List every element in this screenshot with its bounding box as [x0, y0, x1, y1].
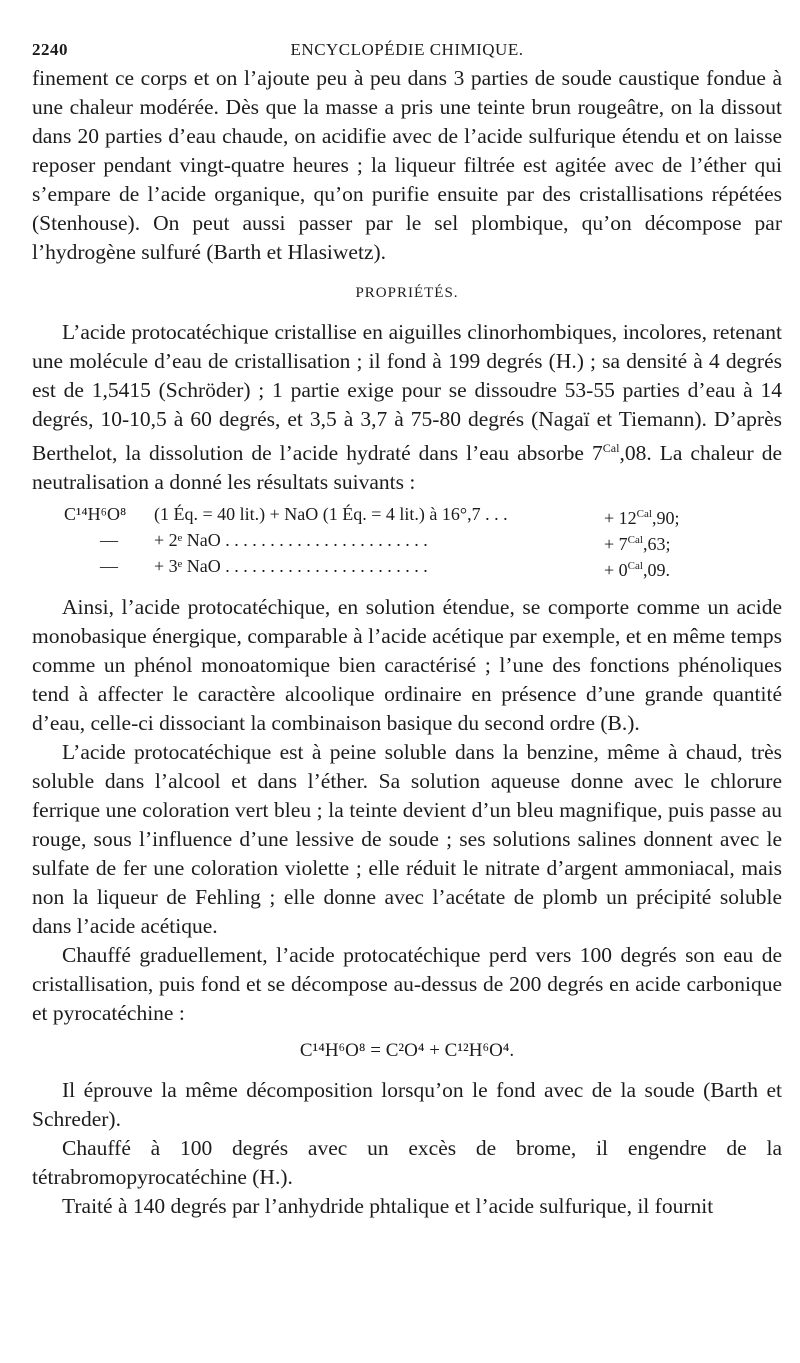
row-value: [604, 555, 744, 581]
decomposition-equation: C¹⁴H⁶O⁸ = C²O⁴ + C¹²H⁶O⁴.: [299, 1040, 515, 1062]
value-number: + 7: [604, 534, 628, 555]
value-decimal: ,63;: [642, 534, 671, 555]
row-text: + 3ᵉ NaO . . . . . . . . . . . . . . . . . . . . . . .: [154, 556, 428, 577]
table-row: [64, 503, 744, 529]
value-number: + 0: [604, 560, 628, 581]
paragraph-solubility: L’acide protocatéchique est à peine soluble dans la benzine, même à chaud, très soluble dans l’alcool et dans l’éther. Sa solution aqueuse donne avec le chlorure ferrique une coloration vert bleu ; la teinte devient d’un bleu magnifique, puis passe au rouge, sous l’influence d’une lessive de soude ; ses solutions salines donnent avec le sulfate de fer une coloration violette ; elle réduit le nitrate d’argent ammoniacal, mais non la liqueur de Fehling ; elle donne avec l’acétate de plomb un précipité soluble dans l’acide acétique.: [32, 740, 782, 939]
page-number: 2240: [32, 40, 68, 59]
row-value: [604, 503, 744, 529]
properties-text-after: ,08. La chaleur de neutralisation a donné les résultats suivants :: [32, 441, 782, 495]
value-decimal: ,09.: [642, 560, 670, 581]
neutralization-table: [64, 503, 744, 581]
value-number: + 12: [604, 508, 637, 529]
paragraph-heating: Chauffé graduellement, l’acide protocatéchique perd vers 100 degrés son eau de cristallisation, puis fond et se décompose au-dessus de 200 degrés en acide carbonique et pyrocatéchine :: [32, 943, 782, 1026]
paragraph-ainsi: Ainsi, l’acide protocatéchique, en solution étendue, se comporte comme un acide monobasique énergique, comparable à l’acide acétique par exemple, et en même temps comme un phénol monoatomique bien caractérisé ; l’une des fonctions phénoliques tend à affecter le caractère alcoolique ordinaire en présence d’une grande quantité d’eau, celle-ci dissociant la combinaison basique du second ordre (B.).: [32, 595, 782, 736]
row-text: + 2ᵉ NaO . . . . . . . . . . . . . . . . . . . . . . .: [154, 530, 428, 551]
paragraph-soda-fusion: Il éprouve la même décomposition lorsqu’on le fond avec de la soude (Barth et Schreder).: [32, 1078, 782, 1132]
document-page: [32, 34, 782, 1221]
row-value: [604, 529, 744, 555]
paragraph-properties: [32, 318, 782, 497]
row-lead: —: [100, 556, 118, 577]
table-row: [64, 529, 744, 555]
row-text: (1 Éq. = 40 lit.) + NaO (1 Éq. = 4 lit.) à 16°,7 . . .: [154, 504, 508, 525]
value-decimal: ,90;: [651, 508, 680, 529]
cal-superscript: Cal: [602, 441, 620, 455]
paragraph-intro: finement ce corps et on l’ajoute peu à peu dans 3 parties de soude caustique fondue à une chaleur modérée. Dès que la masse a pris une teinte brun rougeâtre, on la dissout dans 20 parties d’eau chaude, on acidifie avec de l’acide sulfurique étendu et on laisse reposer pendant vingt-quatre heures ; la liqueur filtrée est agitée avec de l’éther qui s’empare de l’acide organique, qu’on purifie ensuite par des cristallisations répétées (Stenhouse). On peut aussi passer par le sel plombique, qu’on décompose par l’hydrogène sulfuré (Barth et Hlasiwetz).: [32, 66, 782, 264]
row-lead: C¹⁴H⁶O⁸: [64, 504, 127, 525]
running-header: [32, 34, 782, 64]
paragraph-phthalic: Traité à 140 degrés par l’anhydride phtalique et l’acide sulfurique, il fournit: [62, 1194, 714, 1219]
paragraph-bromine: Chauffé à 100 degrés avec un excès de brome, il engendre de la tétrabromopyrocatéchine (H.).: [32, 1136, 782, 1190]
value-unit: Cal: [636, 508, 652, 521]
properties-text-before: L’acide protocatéchique cristallise en aiguilles clinorhombiques, incolores, retenant une molécule d’eau de cristallisation ; il fond à 199 degrés (H.) ; sa densité à 4 degrés est de 1,5415 (Schröder) ; 1 partie exige pour se dissoudre 53-55 parties d’eau à 14 degrés, 10-10,5 à 60 degrés, et 3,5 à 3,7 à 75-80 degrés (Nagaï et Tiemann). D’après Berthelot, la dissolution de l’acide hydraté dans l’eau absorbe 7: [32, 320, 782, 466]
row-lead: —: [100, 530, 118, 551]
value-unit: Cal: [627, 534, 643, 547]
value-unit: Cal: [627, 560, 643, 573]
table-row: [64, 555, 744, 581]
running-title: ENCYCLOPÉDIE CHIMIQUE.: [290, 40, 524, 59]
section-heading: PROPRIÉTÉS.: [355, 285, 459, 301]
